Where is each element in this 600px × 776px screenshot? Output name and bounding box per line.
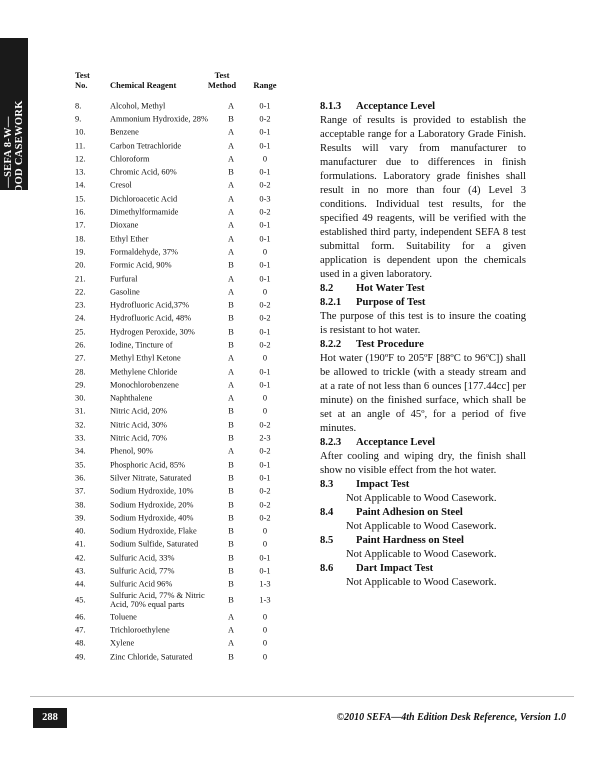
reagent-name: Iodine, Tincture of xyxy=(110,340,173,350)
test-method: B xyxy=(228,539,234,549)
result-range: 0-1 xyxy=(259,553,271,563)
reagent-name: Hydrofluoric Acid, 48% xyxy=(110,313,192,323)
reagent-name: Ammonium Hydroxide, 28% xyxy=(110,114,208,124)
table-row xyxy=(74,564,304,577)
table-row xyxy=(74,418,304,431)
table-row xyxy=(74,205,304,218)
table-row xyxy=(74,352,304,365)
reagent-name: Sulfuric Acid, 77% & Nitric Acid, 70% equal parts xyxy=(110,591,205,610)
test-method: A xyxy=(227,638,235,648)
table-row xyxy=(74,431,304,444)
table-row xyxy=(74,285,304,298)
result-range: 0-2 xyxy=(259,114,271,124)
table-row xyxy=(74,219,304,232)
test-method: A xyxy=(227,287,235,297)
row-number: 28. xyxy=(75,367,86,377)
table-row xyxy=(74,525,304,538)
result-range: 0-2 xyxy=(259,300,271,310)
side-tab-line1: —SEFA 8-W— xyxy=(3,116,14,188)
row-number: 31. xyxy=(75,406,86,416)
test-method: A xyxy=(227,380,235,390)
row-number: 36. xyxy=(75,473,86,483)
row-number: 41. xyxy=(75,539,86,549)
header-no-label: No. xyxy=(75,80,88,90)
row-number: 43. xyxy=(75,566,86,576)
section-8-2-2-body: Hot water (190ºF to 205ºF [88ºC to 96ºC]) shall be allowed to trickle (with a steady stream and at a rate of not less than 6 ounces [177.44cc] per minute) on the finished surface, which shall be set at an angle of 45º, for a period of five minutes. xyxy=(320,353,526,434)
table-row xyxy=(74,623,304,636)
reagent-name: Toluene xyxy=(110,612,137,622)
table-row xyxy=(74,551,304,564)
side-tab xyxy=(0,38,28,204)
test-method: B xyxy=(228,500,234,510)
test-method: B xyxy=(228,486,234,496)
row-number: 27. xyxy=(75,353,86,363)
reagent-name: Carbon Tetrachloride xyxy=(110,141,182,151)
header-method-label-2: Method xyxy=(207,80,237,90)
row-number: 12. xyxy=(75,154,86,164)
row-number: 34. xyxy=(75,446,86,456)
table-row xyxy=(74,139,304,152)
test-method: A xyxy=(227,393,235,403)
table-row xyxy=(74,471,304,484)
result-range: 0 xyxy=(262,247,268,257)
table-row xyxy=(74,126,304,139)
table-row xyxy=(74,179,304,192)
result-range: 0-2 xyxy=(259,500,271,510)
result-range: 0-1 xyxy=(259,167,271,177)
result-range: 0 xyxy=(262,287,268,297)
test-method: A xyxy=(227,367,235,377)
section-8-2-2-heading: 8.2.2 Test Procedure xyxy=(320,339,424,350)
section-8-3-heading: 8.3 Impact Test xyxy=(320,479,410,490)
test-method: B xyxy=(228,595,234,605)
row-number: 19. xyxy=(75,247,86,257)
row-number: 17. xyxy=(75,220,86,230)
reagent-name: Dioxane xyxy=(110,220,139,230)
row-number: 44. xyxy=(75,579,86,589)
test-method: A xyxy=(227,194,235,204)
test-method: A xyxy=(227,180,235,190)
row-number: 40. xyxy=(75,526,86,536)
result-range: 0-1 xyxy=(259,380,271,390)
row-number: 11. xyxy=(75,141,86,151)
section-8-1-3-body: Range of results is provided to establish the acceptable range for a Laboratory Grade Finish. Results will vary from manufacturer to manufacturer due to differences in finish formulations. Laboratory grade finishes shall result in no more than four (4) Level 3 conditions. Individual test results, for the specified 49 reagents, will be verified with the established third party, independent SEFA 8 test submittal form. Suitability for a given application is dependent upon the chemicals used in a given laboratory. xyxy=(320,115,526,280)
reagent-name: Gasoline xyxy=(110,287,140,297)
result-range: 0-2 xyxy=(259,513,271,523)
result-range: 2-3 xyxy=(259,433,271,443)
result-range: 0 xyxy=(262,652,268,662)
table-row xyxy=(74,458,304,471)
table-row xyxy=(74,152,304,165)
result-range: 0 xyxy=(262,353,268,363)
test-method: B xyxy=(228,300,234,310)
row-number: 26. xyxy=(75,340,86,350)
table-row xyxy=(74,445,304,458)
table-row xyxy=(74,405,304,418)
row-number: 8. xyxy=(75,101,82,111)
reagent-name: Trichloroethylene xyxy=(110,625,170,635)
test-method: B xyxy=(228,406,234,416)
table-row xyxy=(74,378,304,391)
row-number: 10. xyxy=(75,127,86,137)
table-row xyxy=(74,511,304,524)
reagent-name: Hydrogen Peroxide, 30% xyxy=(110,327,195,337)
table-row xyxy=(74,637,304,650)
row-number: 48. xyxy=(75,638,86,648)
reagent-name: Dichloroacetic Acid xyxy=(110,194,178,204)
result-range: 0-1 xyxy=(259,101,271,111)
test-method: A xyxy=(227,141,235,151)
table-row xyxy=(74,498,304,511)
row-number: 18. xyxy=(75,234,86,244)
test-method: B xyxy=(228,433,234,443)
test-method: B xyxy=(228,652,234,662)
row-number: 29. xyxy=(75,380,86,390)
table-row xyxy=(74,325,304,338)
reagent-name: Sulfuric Acid, 77% xyxy=(110,566,175,576)
result-range: 0-1 xyxy=(259,234,271,244)
result-range: 1-3 xyxy=(259,595,271,605)
row-number: 39. xyxy=(75,513,86,523)
row-number: 49. xyxy=(75,652,86,662)
reagent-name: Nitric Acid, 70% xyxy=(110,433,167,443)
reagent-name: Alcohol, Methyl xyxy=(110,101,166,111)
test-method: A xyxy=(227,446,235,456)
result-range: 0-1 xyxy=(259,566,271,576)
section-8-3-body: Not Applicable to Wood Casework. xyxy=(346,493,497,504)
result-range: 0-1 xyxy=(259,274,271,283)
section-8-2-3-heading: 8.2.3 Acceptance Level xyxy=(320,437,436,448)
row-number: 22. xyxy=(75,287,86,297)
test-method: B xyxy=(228,114,234,124)
reagent-name: Chloroform xyxy=(110,154,150,164)
test-method: B xyxy=(228,340,234,350)
reagent-name: Sulfuric Acid, 33% xyxy=(110,553,175,563)
row-number: 30. xyxy=(75,393,86,403)
header-method-label-1: Test xyxy=(214,70,230,80)
table-row xyxy=(74,272,304,285)
result-range: 0 xyxy=(262,154,268,164)
result-range: 0 xyxy=(262,539,268,549)
test-method: B xyxy=(228,513,234,523)
side-tab-text xyxy=(3,100,25,203)
result-range: 0-2 xyxy=(259,207,271,217)
section-8-4-body: Not Applicable to Wood Casework. xyxy=(346,521,497,532)
section-8-6-heading: 8.6 Dart Impact Test xyxy=(320,563,434,574)
test-method: B xyxy=(228,566,234,576)
result-range: 0 xyxy=(262,612,268,622)
reagent-name: Dimethylformamide xyxy=(110,207,179,217)
row-number: 9. xyxy=(75,114,82,124)
reagent-name: Benzene xyxy=(110,127,139,137)
row-number: 15. xyxy=(75,194,86,204)
result-range: 0-1 xyxy=(259,367,271,377)
page-number: 288 xyxy=(33,708,67,728)
footer-rule xyxy=(30,696,574,697)
table-row xyxy=(74,192,304,205)
reagent-table xyxy=(74,99,304,663)
section-8-5-heading: 8.5 Paint Hardness on Steel xyxy=(320,535,465,546)
section-8-2-heading: 8.2 Hot Water Test xyxy=(320,283,425,294)
row-number: 47. xyxy=(75,625,86,635)
test-method: B xyxy=(228,526,234,536)
test-method: A xyxy=(227,220,235,230)
test-method: B xyxy=(228,327,234,337)
row-number: 37. xyxy=(75,486,86,496)
test-method: B xyxy=(228,579,234,589)
test-method: A xyxy=(227,127,235,137)
reagent-name: Sodium Sulfide, Saturated xyxy=(110,539,199,549)
row-number: 16. xyxy=(75,207,86,217)
row-number: 13. xyxy=(75,167,86,177)
table-row xyxy=(74,165,304,178)
row-number: 45. xyxy=(75,595,86,605)
header-reagent-label: Chemical Reagent xyxy=(110,80,177,90)
row-number: 24. xyxy=(75,313,86,323)
reagent-name: Sulfuric Acid 96% xyxy=(110,579,173,589)
result-range: 0-3 xyxy=(259,194,271,204)
side-tab-line2: WOOD CASEWORK xyxy=(14,100,25,204)
row-number: 32. xyxy=(75,420,86,430)
table-row xyxy=(74,312,304,325)
result-range: 0-2 xyxy=(259,486,271,496)
row-number: 14. xyxy=(75,180,86,190)
reagent-name: Ethyl Ether xyxy=(110,234,149,244)
table-row xyxy=(74,245,304,258)
result-range: 0-2 xyxy=(259,180,271,190)
reagent-name: Silver Nitrate, Saturated xyxy=(110,473,192,483)
result-range: 0 xyxy=(262,638,268,648)
reagent-name: Phosphoric Acid, 85% xyxy=(110,460,186,470)
table-row xyxy=(74,112,304,125)
section-8-6-body: Not Applicable to Wood Casework. xyxy=(346,577,497,588)
table-row xyxy=(74,99,304,112)
test-method: A xyxy=(227,612,235,622)
test-method: A xyxy=(227,353,235,363)
test-method: A xyxy=(227,234,235,244)
table-row xyxy=(74,485,304,498)
result-range: 0 xyxy=(262,393,268,403)
test-method: A xyxy=(227,247,235,257)
test-method: B xyxy=(228,420,234,430)
table-row xyxy=(74,591,304,610)
reagent-name: Phenol, 90% xyxy=(110,446,153,456)
row-number: 25. xyxy=(75,327,86,337)
reagent-name: Furfural xyxy=(110,274,138,283)
reagent-name: Chromic Acid, 60% xyxy=(110,167,177,177)
header-range-label: Range xyxy=(253,80,277,90)
result-range: 0-2 xyxy=(259,420,271,430)
reagent-name: Zinc Chloride, Saturated xyxy=(110,652,193,662)
section-8-1-3-heading: 8.1.3 Acceptance Level xyxy=(320,101,436,112)
table-row xyxy=(74,392,304,405)
row-number: 35. xyxy=(75,460,86,470)
table-row xyxy=(74,298,304,311)
reagent-name: Methyl Ethyl Ketone xyxy=(110,353,181,363)
result-range: 1-3 xyxy=(259,579,271,589)
table-row xyxy=(74,538,304,551)
result-range: 0-1 xyxy=(259,127,271,137)
test-method: B xyxy=(228,167,234,177)
test-method: A xyxy=(227,207,235,217)
reagent-name: Sodium Hydroxide, 10% xyxy=(110,486,194,496)
table-row xyxy=(74,650,304,663)
reagent-name: Formic Acid, 90% xyxy=(110,260,172,270)
reagent-name: Cresol xyxy=(110,180,132,190)
reagent-name: Sodium Hydroxide, 20% xyxy=(110,500,194,510)
section-8-5-body: Not Applicable to Wood Casework. xyxy=(346,549,497,560)
test-method: A xyxy=(227,154,235,164)
test-method: A xyxy=(227,101,235,111)
header-test-label: Test xyxy=(75,70,90,80)
row-number: 42. xyxy=(75,553,86,563)
result-range: 0-1 xyxy=(259,260,271,270)
result-range: 0-1 xyxy=(259,220,271,230)
row-number: 46. xyxy=(75,612,86,622)
section-8-2-3-body: After cooling and wiping dry, the finish shall show no visible effect from the hot water. xyxy=(320,451,526,476)
table-row xyxy=(74,578,304,591)
result-range: 0-1 xyxy=(259,473,271,483)
table-header xyxy=(74,71,304,97)
row-number: 21. xyxy=(75,274,86,283)
reagent-name: Naphthalene xyxy=(110,393,153,403)
reagent-name: Monochlorobenzene xyxy=(110,380,179,390)
reagent-name: Hydrofluoric Acid,37% xyxy=(110,300,190,310)
test-method: B xyxy=(228,473,234,483)
footer-copyright: ©2010 SEFA—4th Edition Desk Reference, Version 1.0 xyxy=(336,712,566,723)
table-row xyxy=(74,232,304,245)
result-range: 0-1 xyxy=(259,460,271,470)
reagent-name: Formaldehyde, 37% xyxy=(110,247,178,257)
test-method: B xyxy=(228,260,234,270)
result-range: 0-2 xyxy=(259,446,271,456)
reagent-name: Nitric Acid, 20% xyxy=(110,406,167,416)
table-row xyxy=(74,365,304,378)
reagent-name: Nitric Acid, 30% xyxy=(110,420,167,430)
reagent-name: Xylene xyxy=(110,638,135,648)
reagent-name: Methylene Chloride xyxy=(110,367,178,377)
table-row xyxy=(74,338,304,351)
test-method: B xyxy=(228,553,234,563)
table-row xyxy=(74,259,304,272)
result-range: 0 xyxy=(262,406,268,416)
section-8-2-1-heading: 8.2.1 Purpose of Test xyxy=(320,297,426,308)
section-8-4-heading: 8.4 Paint Adhesion on Steel xyxy=(320,507,463,518)
test-method: A xyxy=(227,625,235,635)
result-range: 0 xyxy=(262,526,268,536)
test-method: B xyxy=(228,313,234,323)
section-8-2-1-body: The purpose of this test is to insure the coating is resistant to hot water. xyxy=(320,311,526,336)
result-range: 0-2 xyxy=(259,313,271,323)
result-range: 0-1 xyxy=(259,141,271,151)
result-range: 0 xyxy=(262,625,268,635)
result-range: 0-2 xyxy=(259,340,271,350)
test-method: B xyxy=(228,460,234,470)
reagent-name: Sodium Hydroxide, 40% xyxy=(110,513,194,523)
right-column xyxy=(320,100,526,590)
row-number: 23. xyxy=(75,300,86,310)
row-number: 38. xyxy=(75,500,86,510)
reagent-name: Sodium Hydroxide, Flake xyxy=(110,526,197,536)
row-number: 33. xyxy=(75,433,86,443)
test-method: A xyxy=(227,274,235,283)
row-number: 20. xyxy=(75,260,86,270)
table-row xyxy=(74,610,304,623)
result-range: 0-1 xyxy=(259,327,271,337)
